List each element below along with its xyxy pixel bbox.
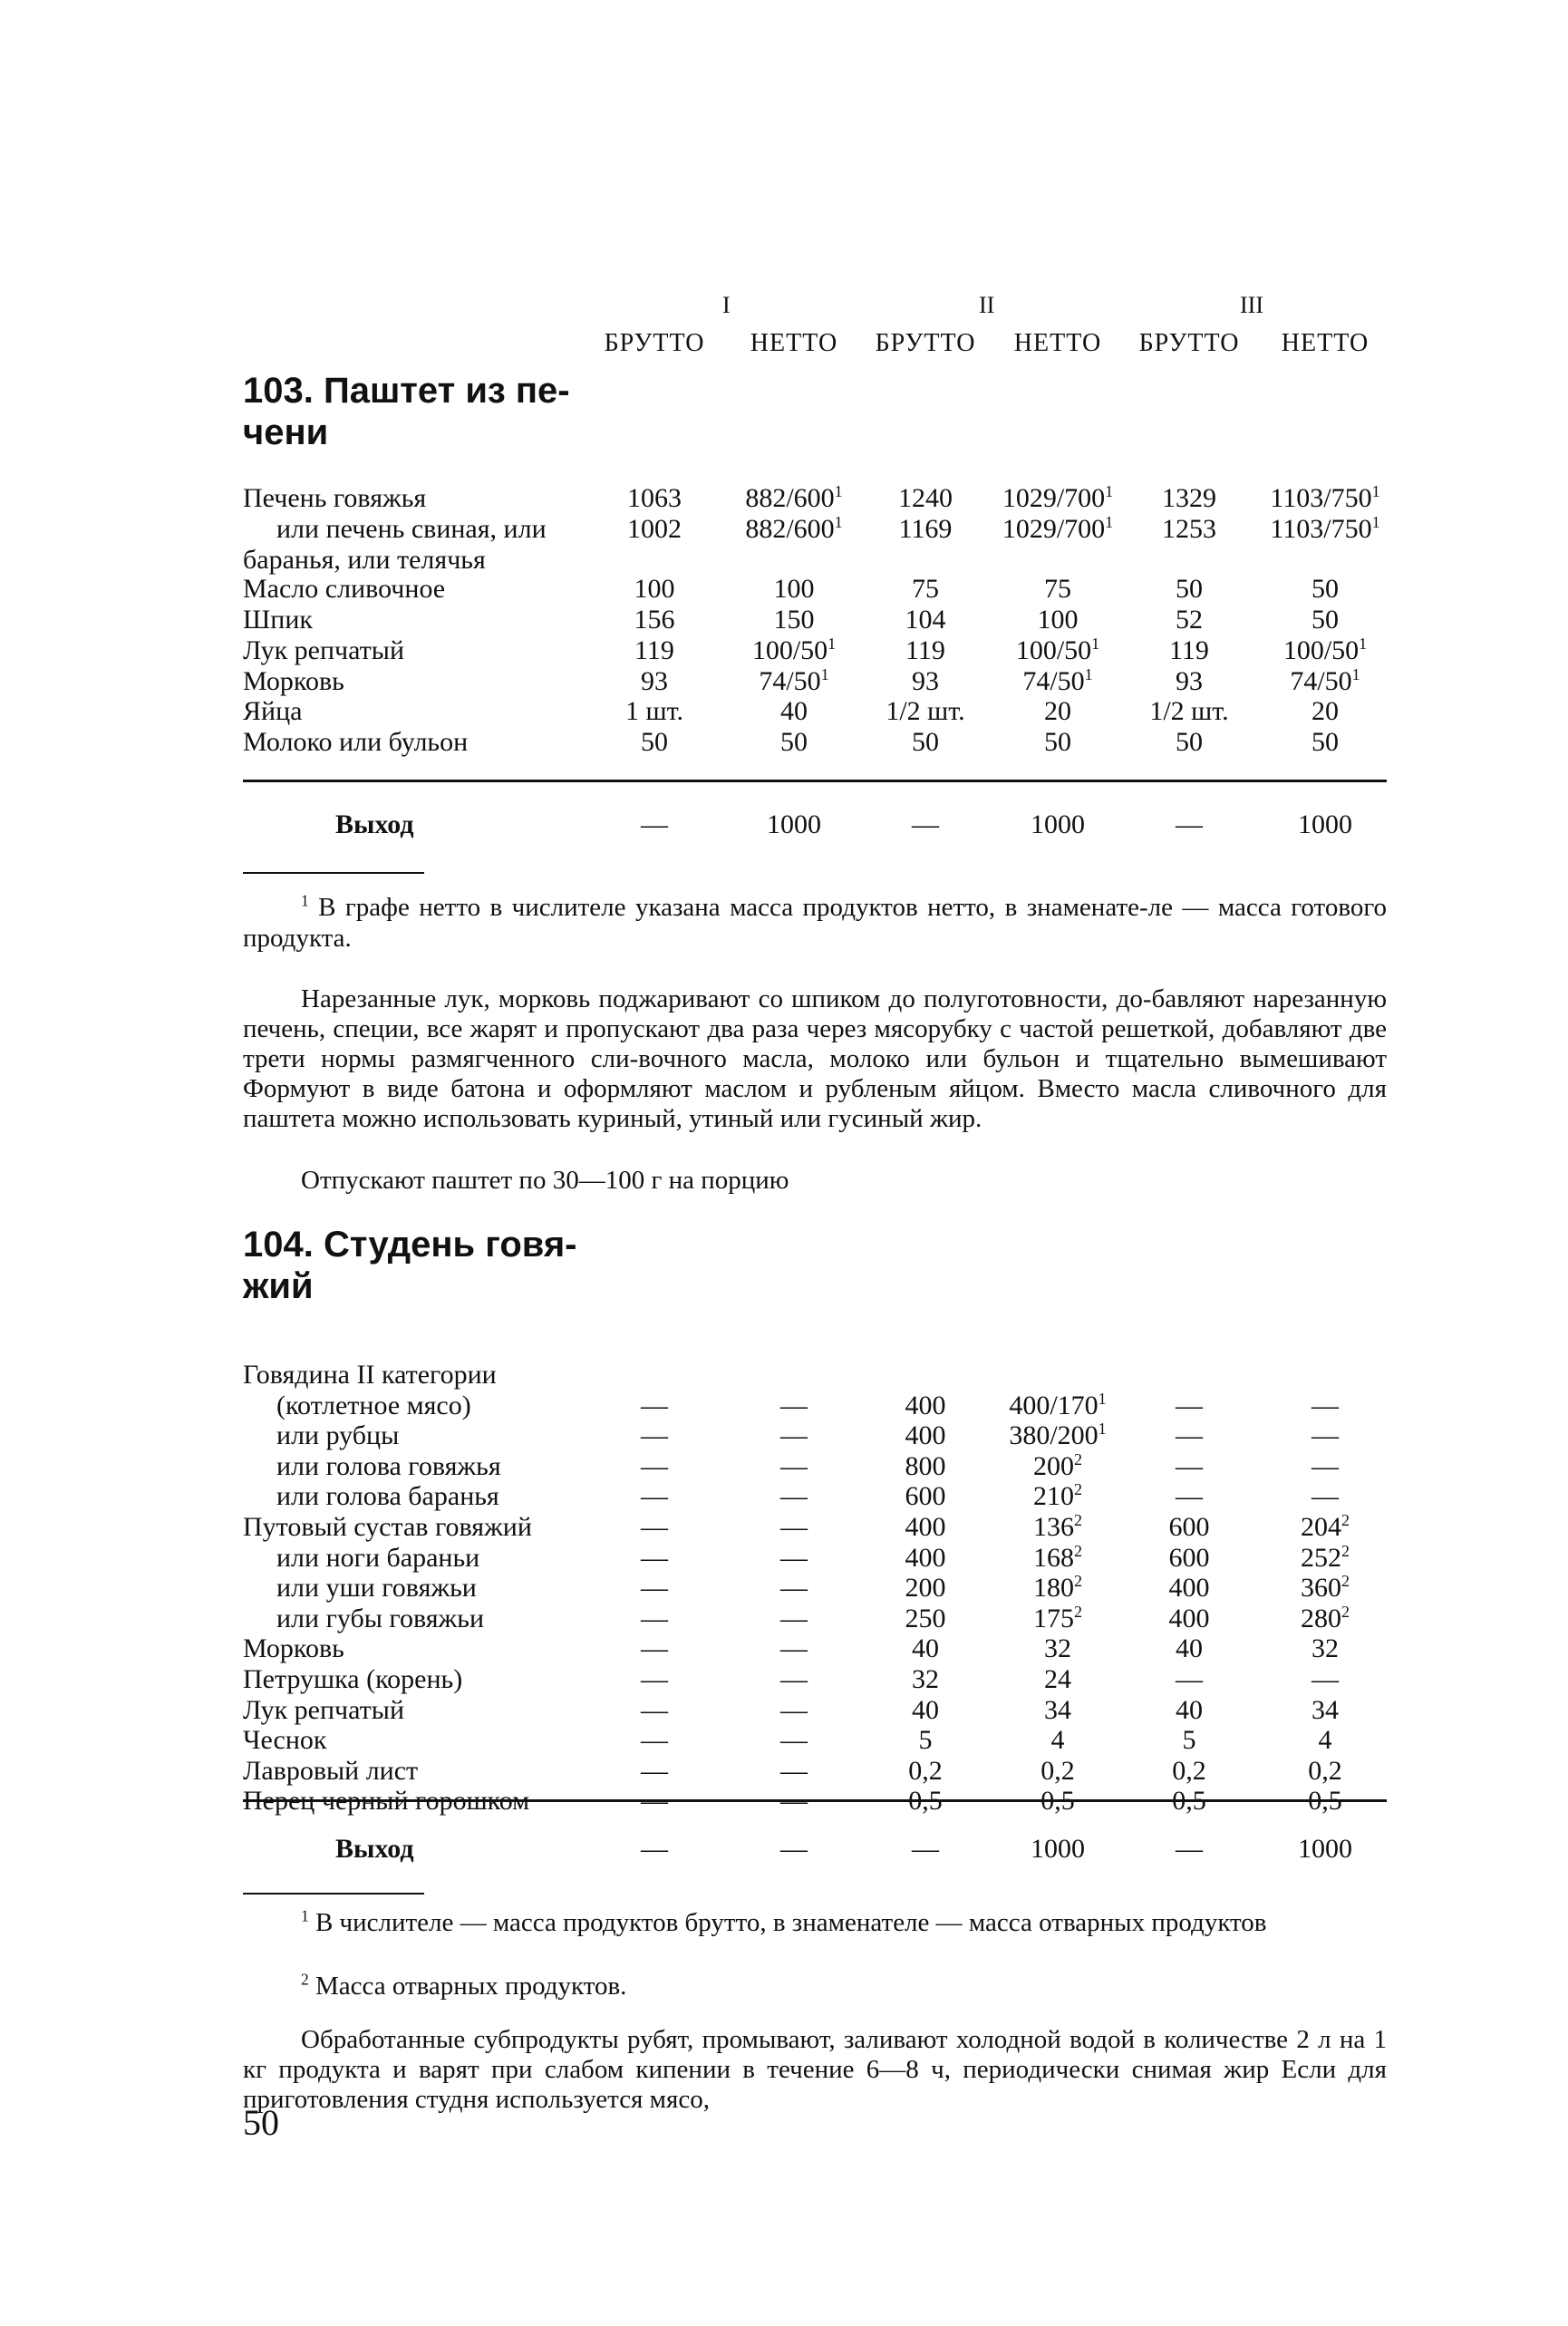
- yield-value: —: [1176, 809, 1203, 839]
- col-brutto-1: БРУТТО: [604, 329, 705, 357]
- ingredient-label: Петрушка (корень): [243, 1664, 463, 1694]
- footnote-mark: 1: [1359, 635, 1368, 653]
- ingredient-label: Лук репчатый: [243, 635, 404, 665]
- ingredient-label: Печень говяжья: [243, 483, 427, 513]
- cell-value: 0,2: [1308, 1755, 1342, 1786]
- recipe-104-title-line2: жий: [243, 1266, 314, 1306]
- yield-value: 1000: [1298, 1834, 1352, 1864]
- footnote-mark: 1: [1098, 1420, 1107, 1439]
- cell-value: —: [780, 1755, 808, 1786]
- cell-value: —: [1176, 1450, 1203, 1481]
- ingredient-label: Говядина II категории: [243, 1360, 497, 1390]
- footnote-mark: 1: [301, 1906, 309, 1925]
- cell-value: —: [641, 1481, 668, 1512]
- table-cell: [1234, 1664, 1416, 1695]
- table-row: [0, 666, 1568, 697]
- cell-value: 1/2 шт.: [1149, 696, 1229, 726]
- footnote-mark: 1: [834, 513, 843, 531]
- footnote-mark: 2: [1074, 1572, 1082, 1591]
- cell-value: 50: [1312, 605, 1339, 635]
- table-rule: [243, 1799, 1387, 1802]
- table-cell: [1234, 1481, 1416, 1512]
- recipe-103-yield-row: [0, 809, 1568, 841]
- cell-value: 400: [905, 1542, 946, 1573]
- cell-value: 5: [918, 1725, 933, 1756]
- col-netto-3: НЕТТО: [1281, 329, 1370, 357]
- footnote-text: В графе нетто в числителе указана масса продуктов нетто, в знаменате-ле — масса готового продукта.: [243, 893, 1388, 953]
- cell-value: 400: [905, 1420, 946, 1451]
- cell-value: 74/50: [1290, 666, 1352, 696]
- cell-value: —: [780, 1603, 808, 1633]
- cell-value: 136: [1033, 1512, 1074, 1542]
- yield-value: —: [780, 1834, 808, 1864]
- ingredient-label: Яйца: [243, 696, 303, 726]
- table-row: [0, 1543, 1568, 1574]
- table-row: [0, 605, 1568, 635]
- cell-value: 250: [905, 1603, 946, 1633]
- group-header-1: I: [722, 292, 731, 318]
- cell-value: —: [1312, 1390, 1339, 1420]
- cell-value: 1103/750: [1270, 483, 1372, 513]
- yield-value: —: [912, 1834, 939, 1864]
- cell-value: 50: [1176, 574, 1203, 604]
- ingredient-label: Молоко или бульон: [243, 727, 469, 757]
- cell-value: 1103/750: [1270, 514, 1372, 544]
- ingredient-label: или голова говяжья: [276, 1450, 501, 1481]
- table-row: [0, 1391, 1568, 1421]
- cell-value: 34: [1044, 1694, 1071, 1725]
- table-cell: [1234, 1420, 1416, 1451]
- cell-value: —: [1176, 1481, 1203, 1512]
- cell-value: 119: [634, 635, 674, 665]
- cell-value: 0,2: [1172, 1755, 1206, 1786]
- footnote-text: Масса отварных продуктов.: [315, 1972, 627, 2001]
- table-row: [0, 1451, 1568, 1482]
- table-cell: [1234, 666, 1416, 697]
- ingredient-label: Морковь: [243, 666, 344, 696]
- footnote-mark: 2: [1341, 1602, 1350, 1621]
- cell-value: —: [1176, 1420, 1203, 1451]
- col-netto-2: НЕТТО: [1013, 329, 1102, 357]
- table-cell: [1234, 574, 1416, 605]
- cell-value: 50: [1044, 727, 1071, 757]
- cell-value: 400: [1168, 1603, 1210, 1633]
- cell-value: —: [780, 1450, 808, 1481]
- footnote-mark: 2: [1074, 1541, 1082, 1560]
- footnote-mark: 2: [1074, 1511, 1082, 1529]
- cell-value: 20: [1312, 696, 1339, 726]
- footnote-mark: 1: [1351, 665, 1360, 683]
- ingredient-label: Чеснок: [243, 1725, 327, 1756]
- cell-value: 280: [1301, 1603, 1341, 1633]
- cell-value: —: [1176, 1390, 1203, 1420]
- footnote-mark: 1: [834, 482, 843, 500]
- cell-value: 200: [905, 1573, 946, 1604]
- footnote-mark: 2: [1341, 1511, 1350, 1529]
- cell-value: 32: [1044, 1633, 1071, 1664]
- col-brutto-2: БРУТТО: [875, 329, 976, 357]
- cell-value: —: [1312, 1420, 1339, 1451]
- yield-label: Выход: [335, 809, 414, 839]
- table-row: [0, 1420, 1568, 1451]
- cell-value: 1029/700: [1002, 483, 1106, 513]
- cell-value: 204: [1301, 1512, 1341, 1542]
- cell-value: 0,2: [908, 1755, 943, 1786]
- cell-value: 100: [773, 574, 815, 604]
- ingredient-label: Шпик: [243, 605, 313, 635]
- cell-value: 175: [1033, 1603, 1074, 1633]
- footnote-mark: 1: [1098, 1389, 1107, 1408]
- cell-value: 50: [780, 727, 808, 757]
- cell-value: —: [641, 1755, 668, 1786]
- table-row: [0, 1573, 1568, 1604]
- ingredient-label: Морковь: [243, 1633, 344, 1664]
- cell-value: 600: [1168, 1512, 1210, 1542]
- footnote-mark: 2: [1074, 1480, 1082, 1499]
- table-row: [0, 1725, 1568, 1756]
- table-row: [0, 545, 1568, 576]
- table-row: [0, 514, 1568, 545]
- yield-value: —: [641, 1834, 668, 1864]
- cell-value: —: [780, 1573, 808, 1604]
- yield-value: 1000: [1031, 1834, 1085, 1864]
- cell-value: —: [641, 1694, 668, 1725]
- table-cell: [1234, 605, 1416, 635]
- table-row: [0, 483, 1568, 514]
- cell-value: —: [641, 1390, 668, 1420]
- cell-value: 400: [905, 1390, 946, 1420]
- table-cell: [1234, 1725, 1416, 1756]
- recipe-104-method: Обработанные субпродукты рубят, промывают, заливают холодной водой в количестве 2 л на 1 кг продукта и варят при слабом кипении в течение 6—8 ч, периодически снимая жир Если для приготовления студня используется мясо,: [243, 2025, 1387, 2114]
- cell-value: —: [1312, 1450, 1339, 1481]
- cell-value: 34: [1312, 1694, 1339, 1725]
- cell-value: —: [1176, 1664, 1203, 1694]
- group-header-2: II: [979, 292, 995, 318]
- ingredient-label: или рубцы: [276, 1420, 400, 1451]
- table-cell: [1234, 1756, 1416, 1787]
- cell-value: —: [641, 1542, 668, 1573]
- cell-value: —: [780, 1633, 808, 1664]
- ingredient-label: или губы говяжьи: [276, 1603, 484, 1633]
- cell-value: 100/50: [1282, 635, 1360, 665]
- yield-value: 1000: [767, 809, 821, 839]
- cell-value: 40: [780, 696, 808, 726]
- cell-value: 380/200: [1009, 1420, 1099, 1451]
- table-cell: [1234, 514, 1416, 545]
- recipe-104-footnote-2: [243, 1971, 1387, 2001]
- page-number: 50: [243, 2102, 279, 2143]
- cell-value: —: [780, 1725, 808, 1756]
- col-brutto-3: БРУТТО: [1138, 329, 1240, 357]
- cell-value: —: [780, 1481, 808, 1512]
- cell-value: 0,5: [1308, 1786, 1342, 1817]
- ingredient-label: или ноги бараньи: [276, 1542, 480, 1573]
- cell-value: 119: [905, 635, 945, 665]
- cell-value: 156: [634, 605, 675, 635]
- cell-value: —: [780, 1420, 808, 1451]
- cell-value: 210: [1033, 1481, 1074, 1512]
- cell-value: 882/600: [745, 514, 835, 544]
- table-row: [0, 1512, 1568, 1543]
- table-cell: [1234, 635, 1416, 666]
- cell-value: 400/170: [1009, 1390, 1099, 1420]
- cell-value: 104: [905, 605, 946, 635]
- cell-value: 93: [912, 666, 939, 696]
- cell-value: 600: [1168, 1542, 1210, 1573]
- footnote-rule: [243, 1893, 424, 1895]
- recipe-103-title-line1: 103. Паштет из пе-: [243, 371, 570, 411]
- cell-value: 150: [773, 605, 815, 635]
- footnote-mark: 1: [820, 665, 829, 683]
- cell-value: 40: [912, 1633, 939, 1664]
- footnote-mark: 1: [828, 635, 837, 653]
- cell-value: 50: [912, 727, 939, 757]
- cell-value: 20: [1044, 696, 1071, 726]
- table-row: [0, 1664, 1568, 1695]
- cell-value: 400: [905, 1512, 946, 1542]
- table-row: [0, 1360, 1568, 1391]
- cell-value: 200: [1033, 1450, 1074, 1481]
- yield-value: 1000: [1031, 809, 1085, 839]
- cell-value: 24: [1044, 1664, 1071, 1694]
- cell-value: 40: [912, 1694, 939, 1725]
- ingredient-label: Лавровый лист: [243, 1755, 419, 1786]
- recipe-103-serving: Отпускают паштет по 30—100 г на порцию: [301, 1166, 789, 1195]
- yield-value: —: [912, 809, 939, 839]
- cell-value: 168: [1033, 1542, 1074, 1573]
- cell-value: 1063: [627, 483, 682, 513]
- ingredient-label: Лук репчатый: [243, 1694, 404, 1725]
- cell-value: 1029/700: [1002, 514, 1106, 544]
- cell-value: —: [641, 1786, 668, 1817]
- cell-value: 1/2 шт.: [886, 696, 965, 726]
- col-netto-1: НЕТТО: [750, 329, 838, 357]
- group-header-3: III: [1240, 292, 1263, 318]
- table-row: [0, 696, 1568, 727]
- table-cell: [1234, 1695, 1416, 1726]
- cell-value: 100: [1037, 605, 1079, 635]
- table-cell: [1234, 1512, 1416, 1543]
- cell-value: —: [780, 1694, 808, 1725]
- table-rule: [243, 780, 1387, 782]
- recipe-103-method: Нарезанные лук, морковь поджаривают со шпиком до полуготовности, до-бавляют нарезанную печень, специи, все жарят и пропускают два раза через мясорубку с частой решеткой, добавляют две трети нормы размягченного сли-вочного масла, молоко или бульон и тщательно вымешивают Формуют в виде батона и оформляют маслом и рубленым яйцом. Вместо масла сливочного для паштета можно использовать куриный, утиный или гусиный жир.: [243, 984, 1387, 1133]
- table-row: [0, 1604, 1568, 1634]
- recipe-103-title: [243, 370, 570, 453]
- cell-value: 119: [1169, 635, 1209, 665]
- table-row: [0, 1695, 1568, 1726]
- cell-value: 32: [1312, 1633, 1339, 1664]
- table-row: [0, 574, 1568, 605]
- footnote-mark: 2: [1341, 1541, 1350, 1560]
- column-header-row: [0, 328, 1568, 359]
- cell-value: 1253: [1162, 514, 1216, 544]
- footnote-rule: [243, 872, 424, 874]
- table-row: [0, 1481, 1568, 1512]
- ingredient-label: или голова баранья: [276, 1481, 499, 1512]
- cell-value: 100/50: [1015, 635, 1092, 665]
- ingredient-label: Масло сливочное: [243, 574, 446, 604]
- ingredient-label: Перец черный горошком: [243, 1786, 530, 1817]
- table-cell: [1234, 727, 1416, 758]
- cell-value: 4: [1050, 1725, 1065, 1756]
- cell-value: 75: [912, 574, 939, 604]
- cell-value: 100/50: [751, 635, 828, 665]
- cell-value: —: [641, 1633, 668, 1664]
- cell-value: —: [641, 1725, 668, 1756]
- cell-value: 360: [1301, 1573, 1341, 1604]
- cell-value: —: [641, 1420, 668, 1451]
- cell-value: 93: [1176, 666, 1203, 696]
- cell-value: —: [1312, 1664, 1339, 1694]
- cell-value: —: [641, 1573, 668, 1604]
- cell-value: 180: [1033, 1573, 1074, 1604]
- yield-label: Выход: [335, 1834, 414, 1864]
- recipe-104-title-line1: 104. Студень говя-: [243, 1225, 577, 1265]
- yield-value: —: [1176, 1834, 1203, 1864]
- table-cell: [1234, 483, 1416, 514]
- cell-value: —: [641, 1512, 668, 1542]
- footnote-mark: 1: [1084, 665, 1093, 683]
- cell-value: 0,2: [1040, 1755, 1075, 1786]
- yield-value: —: [641, 809, 668, 839]
- cell-value: 74/50: [759, 666, 821, 696]
- footnote-mark: 1: [1371, 513, 1380, 531]
- ingredient-label: или уши говяжьи: [276, 1573, 477, 1604]
- cell-value: 600: [905, 1481, 946, 1512]
- cell-value: 74/50: [1022, 666, 1085, 696]
- cell-value: 882/600: [745, 483, 835, 513]
- cell-value: 1329: [1162, 483, 1216, 513]
- table-row: [0, 1756, 1568, 1787]
- cell-value: 50: [1312, 574, 1339, 604]
- cell-value: 0,5: [1040, 1786, 1075, 1817]
- footnote-mark: 1: [1105, 513, 1114, 531]
- table-row: [0, 727, 1568, 758]
- table-cell: [1234, 1451, 1416, 1482]
- cell-value: 400: [1168, 1573, 1210, 1604]
- table-cell: [1234, 1391, 1416, 1421]
- cell-value: 0,5: [908, 1786, 943, 1817]
- recipe-103-footnote: [243, 892, 1387, 954]
- cell-value: 52: [1176, 605, 1203, 635]
- table-cell: [1234, 1543, 1416, 1574]
- table-row: [0, 1633, 1568, 1664]
- cell-value: —: [780, 1542, 808, 1573]
- cell-value: 100: [634, 574, 675, 604]
- recipe-104-yield-row: [0, 1833, 1568, 1866]
- cell-value: 50: [1176, 727, 1203, 757]
- table-cell: [1234, 1604, 1416, 1634]
- cell-value: —: [1312, 1481, 1339, 1512]
- recipe-104-footnote-1: [243, 1907, 1387, 1938]
- ingredient-label: Путовый сустав говяжий: [243, 1512, 532, 1542]
- yield-value: 1000: [1298, 809, 1352, 839]
- cell-value: 50: [1312, 727, 1339, 757]
- cell-value: 0,5: [1172, 1786, 1206, 1817]
- footnote-mark: 1: [1091, 635, 1100, 653]
- recipe-103-title-line2: чени: [243, 412, 329, 452]
- ingredient-label: (котлетное мясо): [276, 1390, 471, 1420]
- footnote-mark: 2: [1341, 1572, 1350, 1591]
- cell-value: —: [641, 1664, 668, 1694]
- footnote-mark: 2: [301, 1970, 309, 1989]
- table-cell: [1234, 1573, 1416, 1604]
- footnote-mark: 2: [1074, 1449, 1082, 1468]
- footnote-mark: 1: [1371, 482, 1380, 500]
- cell-value: 252: [1301, 1542, 1341, 1573]
- cell-value: —: [780, 1512, 808, 1542]
- cell-value: —: [641, 1450, 668, 1481]
- table-cell: [1234, 1633, 1416, 1664]
- footnote-mark: 1: [1105, 482, 1114, 500]
- footnote-text: В числителе — масса продуктов брутто, в знаменателе — масса отварных продуктов: [315, 1908, 1267, 1937]
- cell-value: 40: [1176, 1633, 1203, 1664]
- ingredient-label: или печень свиная, или: [276, 514, 547, 544]
- cell-value: 4: [1318, 1725, 1332, 1756]
- table-row: [0, 635, 1568, 666]
- footnote-mark: 2: [1074, 1602, 1082, 1621]
- ingredient-label: баранья, или телячья: [243, 545, 486, 575]
- cell-value: 1240: [898, 483, 953, 513]
- cell-value: 50: [641, 727, 668, 757]
- cell-value: 1002: [627, 514, 682, 544]
- cell-value: 75: [1044, 574, 1071, 604]
- cell-value: —: [780, 1390, 808, 1420]
- cell-value: —: [780, 1786, 808, 1817]
- cell-value: —: [780, 1664, 808, 1694]
- cell-value: 1169: [898, 514, 953, 544]
- cell-value: 32: [912, 1664, 939, 1694]
- cell-value: 5: [1182, 1725, 1196, 1756]
- footnote-mark: 1: [301, 891, 309, 910]
- cell-value: —: [641, 1603, 668, 1633]
- recipe-104-title: [243, 1224, 576, 1307]
- cell-value: 40: [1176, 1694, 1203, 1725]
- cell-value: 1 шт.: [625, 696, 683, 726]
- cell-value: 93: [641, 666, 668, 696]
- table-cell: [1234, 696, 1416, 727]
- cell-value: 800: [905, 1450, 946, 1481]
